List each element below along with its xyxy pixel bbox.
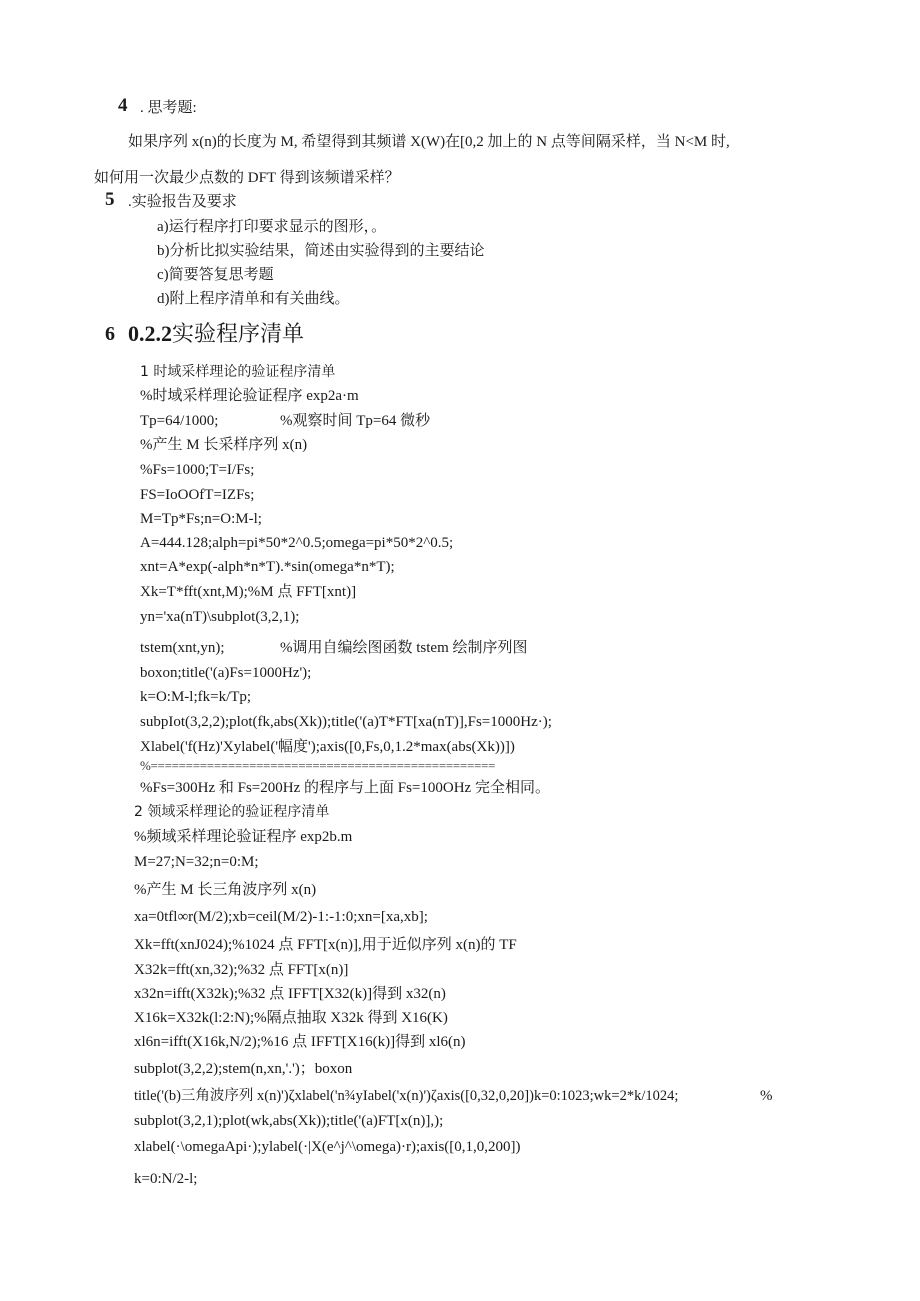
code-line: A=444.128;alph=pi*50*2^0.5;omega=pi*50*2^0.5; <box>140 535 454 551</box>
code-line: subpIot(3,2,2);plot(fk,abs(Xk));title('(a)T*FT[xa(nT)],Fs=1000Hz·); <box>140 714 552 730</box>
section-5-number: 5 <box>105 189 115 210</box>
code-line: x32n=ifft(X32k);%32 点 IFFT[X32(k)]得到 x32(n) <box>134 986 446 1002</box>
code-line: %产生 M 长采样序列 x(n) <box>140 437 308 453</box>
code-line: k=0:N/2-l; <box>134 1171 198 1187</box>
code-line: X16k=X32k(l:2:N);%隔点抽取 X32k 得到 X16(K) <box>134 1010 448 1026</box>
code-line: xa=0tfl∞r(M/2);xb=ceil(M/2)-1:-1:0;xn=[xa,xb]; <box>134 909 428 925</box>
question-line-1: 如果序列 x(n)的长度为 M, 希望得到其频谱 X(W)在[0,2 加上的 N 点等间隔采样，当 N<M 时, <box>128 134 730 150</box>
code-line: Xk=T*fft(xnt,M);%M 点 FFT[xnt)] <box>140 584 357 600</box>
code-comment-mark: % <box>760 1088 773 1104</box>
program-1-heading: 1 时域采样理论的验证程序清单 <box>140 364 336 380</box>
separator-rule: %================================================= <box>140 758 496 773</box>
requirement-item: c)简要答复思考题 <box>157 267 274 283</box>
code-line: %Fs=300Hz 和 Fs=200Hz 的程序与上面 Fs=100OHz 完全相同。 <box>140 780 550 796</box>
code-line: X32k=fft(xn,32);%32 点 FFT[x(n)] <box>134 962 349 978</box>
code-comment: %观察时间 Tp=64 微秒 <box>280 413 431 429</box>
code-line: title('(b)三角波序列 x(n)')ζxlabel('n¾yIabel('x(n)')ζaxis([0,32,0,20])k=0:1023;wk=2*k/1024; <box>134 1088 679 1104</box>
code-line: %时域采样理论验证程序 exp2a·m <box>140 388 359 404</box>
code-line: k=O:M-l;fk=k/Tp; <box>140 689 252 705</box>
section-5-title: .实验报告及要求 <box>128 194 237 210</box>
code-line: subplot(3,2,2);stem(n,xn,'.')；boxon <box>134 1061 353 1077</box>
code-line: M=27;N=32;n=0:M; <box>134 854 259 870</box>
requirement-item: a)运行程序打印要求显示的图形，。 <box>157 219 387 235</box>
code-line: M=Tp*Fs;n=O:M-l; <box>140 511 262 527</box>
code-line: Tp=64/1000; <box>140 413 219 429</box>
section-6-title-text: 实验程序清单 <box>172 321 305 346</box>
code-line: %Fs=1000;T=I/Fs; <box>140 462 255 478</box>
requirement-item: b)分析比拟实验结果，简述由实验得到的主要结论 <box>157 243 485 259</box>
code-line: %频域采样理论验证程序 exp2b.m <box>134 829 353 845</box>
section-4-title: . 思考题: <box>140 100 197 116</box>
requirement-item: d)附上程序清单和有关曲线。 <box>157 291 350 307</box>
code-line: Xlabel('f(Hz)'Xylabel('幅度');axis([0,Fs,0,1.2*max(abs(Xk))]) <box>140 739 515 755</box>
question-line-2: 如何用一次最少点数的 DFT 得到该频谱采样？ <box>94 170 400 186</box>
code-line: %产生 M 长三角波序列 x(n) <box>134 882 317 898</box>
code-line: Xk=fft(xnJ024);%1024 点 FFT[x(n)],用于近似序列 x(n)的 TF <box>134 937 517 953</box>
section-6-title <box>128 322 304 346</box>
code-line: xlabel(·\omegaApi·);ylabel(·|X(e^j^\omega)·r);axis([0,1,0,200]) <box>134 1139 521 1155</box>
code-comment: %调用自编绘图函数 tstem 绘制序列图 <box>280 640 528 656</box>
code-line: subplot(3,2,1);plot(wk,abs(Xk));title('(a)FT[x(n)],); <box>134 1113 444 1129</box>
code-line: boxon;title('(a)Fs=1000Hz'); <box>140 665 312 681</box>
code-line: FS=IoOOfT=IZFs; <box>140 487 255 503</box>
section-4-number: 4 <box>118 95 128 116</box>
code-line: tstem(xnt,yn); <box>140 640 225 656</box>
code-line: xnt=A*exp(-alph*n*T).*sin(omega*n*T); <box>140 559 395 575</box>
code-line: xl6n=ifft(X16k,N/2);%16 点 IFFT[X16(k)]得到 xl6(n) <box>134 1034 466 1050</box>
program-2-heading: 2 领域采样理论的验证程序清单 <box>134 804 330 820</box>
section-6-number: 6 <box>105 323 115 345</box>
section-6-title-number: 0.2.2 <box>128 321 172 346</box>
code-line: yn='xa(nT)\subplot(3,2,1); <box>140 609 300 625</box>
